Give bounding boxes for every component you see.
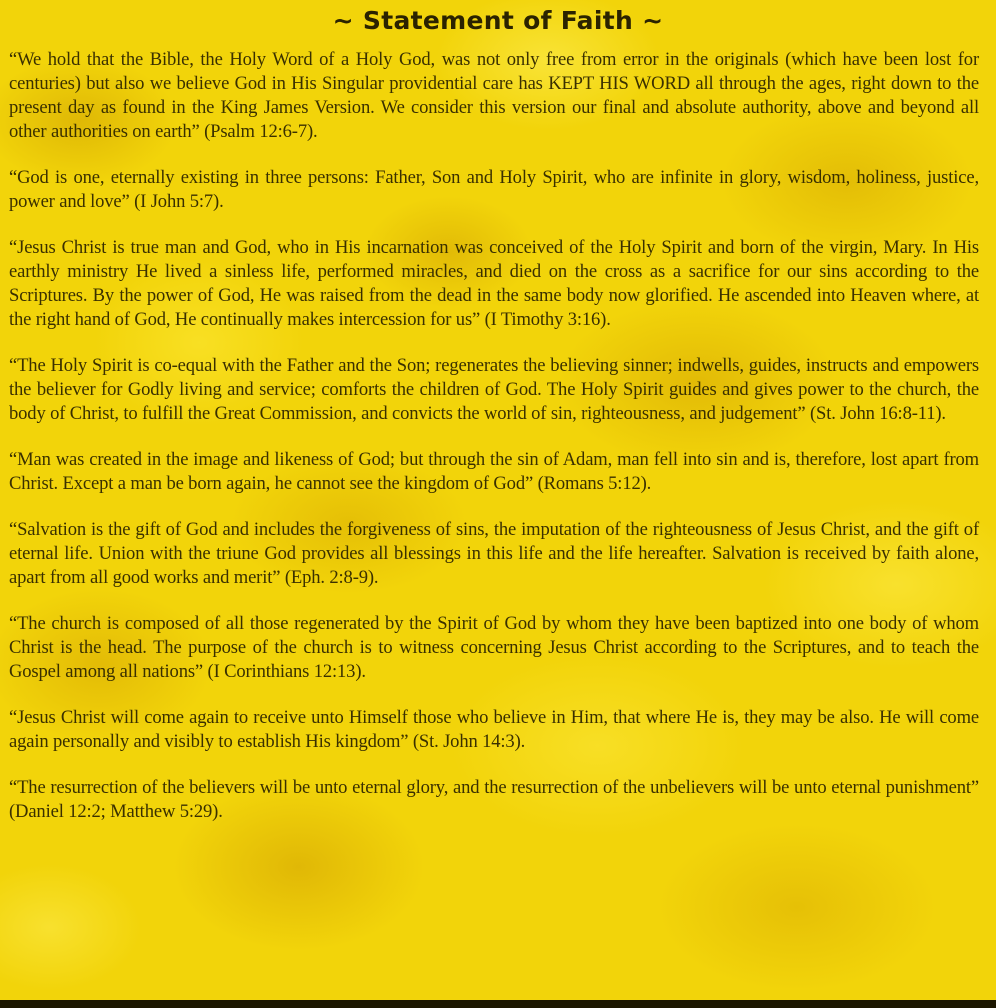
paragraph-resurrection: “The resurrection of the believers will be unto eternal glory, and the resurrection of the unbelievers will be unto eternal punishment” (Daniel 12:2; Matthew 5:29). (9, 777, 979, 822)
paragraph-church: “The church is composed of all those regenerated by the Spirit of God by whom they have been baptized into one body of whom Christ is the head. The purpose of the church is to witness concerning Jesus Christ according to the Scriptures, and to teach the Gospel among all nations” (I Corinthians 12:13). (9, 613, 979, 682)
statement-body (9, 48, 979, 846)
page-title: ~ Statement of Faith ~ (332, 6, 664, 35)
paragraph-trinity: “God is one, eternally existing in three persons: Father, Son and Holy Spirit, who are infinite in glory, wisdom, holiness, justice, power and love” (I John 5:7). (9, 167, 979, 212)
paragraph-second-coming: “Jesus Christ will come again to receive unto Himself those who believe in Him, that where He is, they may be also. He will come again personally and visibly to establish His kingdom” (St. John 14:3). (9, 707, 979, 752)
paragraph-holy-spirit: “The Holy Spirit is co-equal with the Father and the Son; regenerates the believing sinner; indwells, guides, instructs and empowers the believer for Godly living and service; comforts the children of God. The Holy Spirit guides and gives power to the church, the body of Christ, to fulfill the Great Commission, and convicts the world of sin, righteousness, and judgement” (St. John 16:8-11). (9, 355, 979, 424)
paragraph-salvation: “Salvation is the gift of God and includes the forgiveness of sins, the imputation of the righteousness of Jesus Christ, and the gift of eternal life. Union with the triune God provides all blessings in this life and the life hereafter. Salvation is received by faith alone, apart from all good works and merit” (Eph. 2:8-9). (9, 519, 979, 588)
bottom-border (0, 1000, 996, 1008)
paragraph-jesus-christ: “Jesus Christ is true man and God, who in His incarnation was conceived of the Holy Spirit and born of the virgin, Mary. In His earthly ministry He lived a sinless life, performed miracles, and died on the cross as a sacrifice for our sins according to the Scriptures. By the power of God, He was raised from the dead in the same body now glorified. He ascended into Heaven where, at the right hand of God, He continually makes intercession for us” (I Timothy 3:16). (9, 237, 979, 330)
paragraph-man: “Man was created in the image and likeness of God; but through the sin of Adam, man fell into sin and is, therefore, lost apart from Christ. Except a man be born again, he cannot see the kingdom of God” (Romans 5:12). (9, 449, 979, 494)
paragraph-scripture: “We hold that the Bible, the Holy Word of a Holy God, was not only free from error in the originals (which have been lost for centuries) but also we believe God in His Singular providential care has KEPT HIS WORD all through the ages, right down to the present day as found in the King James Version. We consider this version our final and absolute authority, above and beyond all other authorities on earth” (Psalm 12:6-7). (9, 49, 979, 142)
